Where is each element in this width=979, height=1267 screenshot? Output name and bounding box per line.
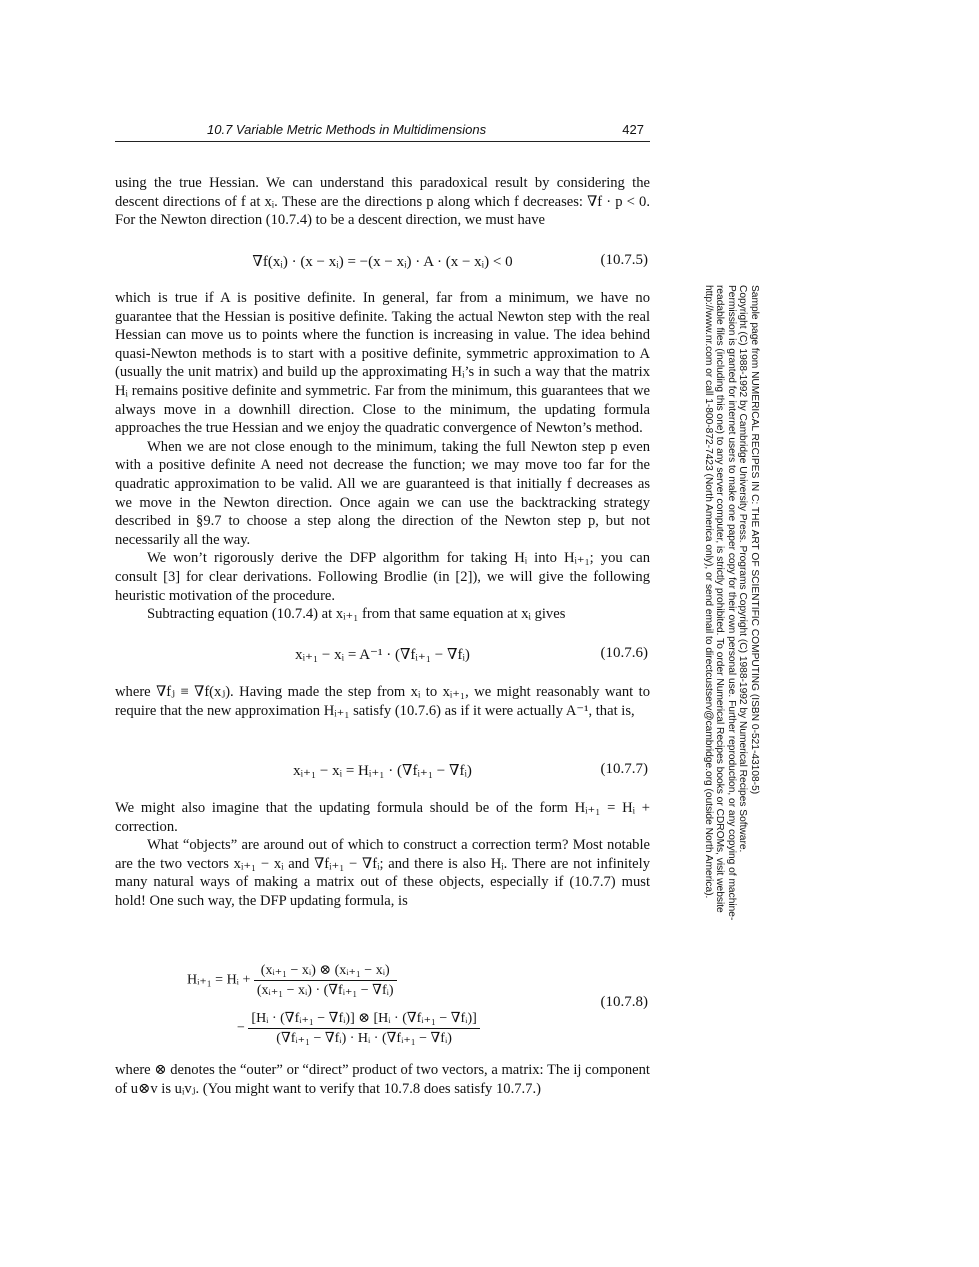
paragraph-2-block <box>115 289 650 624</box>
sidebar-line: readable files (including this one) to any server computer, is strictly prohibited. To order Numerical Recipes books or CDROMs, visit website <box>714 285 726 913</box>
page-number: 427 <box>622 122 644 137</box>
equation-number: (10.7.6) <box>600 645 648 661</box>
paragraph-9-block <box>115 1061 650 1098</box>
copyright-sidebar <box>700 285 760 985</box>
equation-10-7-5 <box>115 252 650 272</box>
paragraph-4: We won’t rigorously derive the DFP algorithm for taking Hᵢ into Hᵢ₊₁; you can consult [3] for clear derivations. Following Brodlie (in [2]), we will give the following heuristic motivation of the procedure. <box>115 550 650 604</box>
running-header <box>115 121 650 142</box>
minus-sign: − <box>237 1020 245 1036</box>
paragraph-7-block <box>115 799 650 911</box>
fraction-1 <box>254 962 397 999</box>
paragraph-7: We might also imagine that the updating formula should be of the form Hᵢ₊₁ = Hᵢ + correction. <box>115 800 650 835</box>
paragraph-2: which is true if A is positive definite. In general, far from a minimum, we have no guarantee that the Hessian is positive definite. Taking the actual Newton step with the real Hessian can move us to points where the function is increasing in value. The idea behind quasi-Newton methods is to start with a positive definite, symmetric approximation to A (usually the unit matrix) and build up the approximating Hᵢ’s in such a way that the matrix Hᵢ remains positive definite and symmetric. Far from the minimum, this guarantees that we always move in a downhill direction. Close to the minimum, the updating formula approaches the true Hessian and we enjoy the quadratic convergence of Newton’s method. <box>115 290 650 437</box>
equation-10-7-7 <box>115 761 650 781</box>
section-title: 10.7 Variable Metric Methods in Multidimensions <box>207 122 487 137</box>
fraction-1-denominator: (xᵢ₊₁ − xᵢ) · (∇fᵢ₊₁ − ∇fᵢ) <box>256 983 394 998</box>
sidebar-line: Copyright (C) 1988-1992 by Cambridge University Press. Programs Copyright (C) 1988-1992 by Numerical Recipes Software. <box>737 285 749 853</box>
equation-10-7-8 <box>115 962 650 1056</box>
equation-line-2 <box>237 1010 480 1047</box>
paragraph-6-block <box>115 683 650 720</box>
paragraph-1: using the true Hessian. We can understand this paradoxical result by considering the descent directions of f at xᵢ. These are the directions p along which f decreases: ∇f · p < 0. For the Newton direction (10.7.4) to be a descent direction, we must have <box>115 175 650 229</box>
equation-number: (10.7.8) <box>600 994 648 1010</box>
paragraph-9: where ⊗ denotes the “outer” or “direct” product of two vectors, a matrix: The ij component of u⊗v is uᵢvⱼ. (You might want to verify that 10.7.8 does satisfy 10.7.7.) <box>115 1062 650 1097</box>
sidebar-line: http://www.nr.com or call 1-800-872-7423 (North America only), or send email to directcustserv@cambridge.org (outside North America). <box>702 285 714 899</box>
paragraph-5: Subtracting equation (10.7.4) at xᵢ₊₁ from that same equation at xᵢ gives <box>147 606 566 623</box>
paragraph-3: When we are not close enough to the minimum, taking the full Newton step p even with a positive definite A need not decrease the function; we may move too far for the quadratic approximation to be valid. All we are guaranteed is that initially f decreases as we move in the Newton direction. Once again we can use the backtracking strategy described in §9.7 to choose a step along the direction of the Newton step p, but not necessarily all the way. <box>115 438 650 548</box>
fraction-1-numerator: (xᵢ₊₁ − xᵢ) ⊗ (xᵢ₊₁ − xᵢ) <box>254 962 397 981</box>
fraction-2-numerator: [Hᵢ · (∇fᵢ₊₁ − ∇fᵢ)] ⊗ [Hᵢ · (∇fᵢ₊₁ − ∇fᵢ)] <box>248 1010 479 1029</box>
equation-body: xᵢ₊₁ − xᵢ = Hᵢ₊₁ · (∇fᵢ₊₁ − ∇fᵢ) <box>293 763 472 779</box>
copyright-sidebar-text <box>702 285 760 975</box>
sidebar-line: Permission is granted for internet users to make one paper copy for their own personal use. Further reproduction, or any copying of machine- <box>725 285 737 921</box>
equation-lhs: Hᵢ₊₁ = Hᵢ + <box>187 972 251 988</box>
equation-10-7-6 <box>115 645 650 665</box>
paragraph-1-block <box>115 174 650 230</box>
paragraph-8: What “objects” are around out of which to construct a correction term? Most notable are the two vectors xᵢ₊₁ − xᵢ and ∇fᵢ₊₁ − ∇fᵢ; and there is also Hᵢ. There are not infinitely many natural ways of making a matrix out of these objects, especially if (10.7.7) must hold! One such way, the DFP updating formula, is <box>115 837 650 909</box>
sidebar-line: Sample page from NUMERICAL RECIPES IN C: THE ART OF SCIENTIFIC COMPUTING (ISBN 0-521-43108-5) <box>749 285 760 795</box>
equation-number: (10.7.5) <box>600 252 648 268</box>
fraction-2 <box>248 1010 479 1047</box>
equation-line-1 <box>187 962 397 999</box>
equation-body: xᵢ₊₁ − xᵢ = A⁻¹ · (∇fᵢ₊₁ − ∇fᵢ) <box>295 647 470 663</box>
paragraph-6: where ∇fⱼ ≡ ∇f(xⱼ). Having made the step from xᵢ to xᵢ₊₁, we might reasonably want to require that the new approximation Hᵢ₊₁ satisfy (10.7.6) as if it were actually A⁻¹, that is, <box>115 684 650 719</box>
equation-number: (10.7.7) <box>600 761 648 777</box>
equation-body: ∇f(xᵢ) · (x − xᵢ) = −(x − xᵢ) · A · (x − xᵢ) < 0 <box>252 254 513 270</box>
fraction-2-denominator: (∇fᵢ₊₁ − ∇fᵢ) · Hᵢ · (∇fᵢ₊₁ − ∇fᵢ) <box>276 1031 452 1046</box>
